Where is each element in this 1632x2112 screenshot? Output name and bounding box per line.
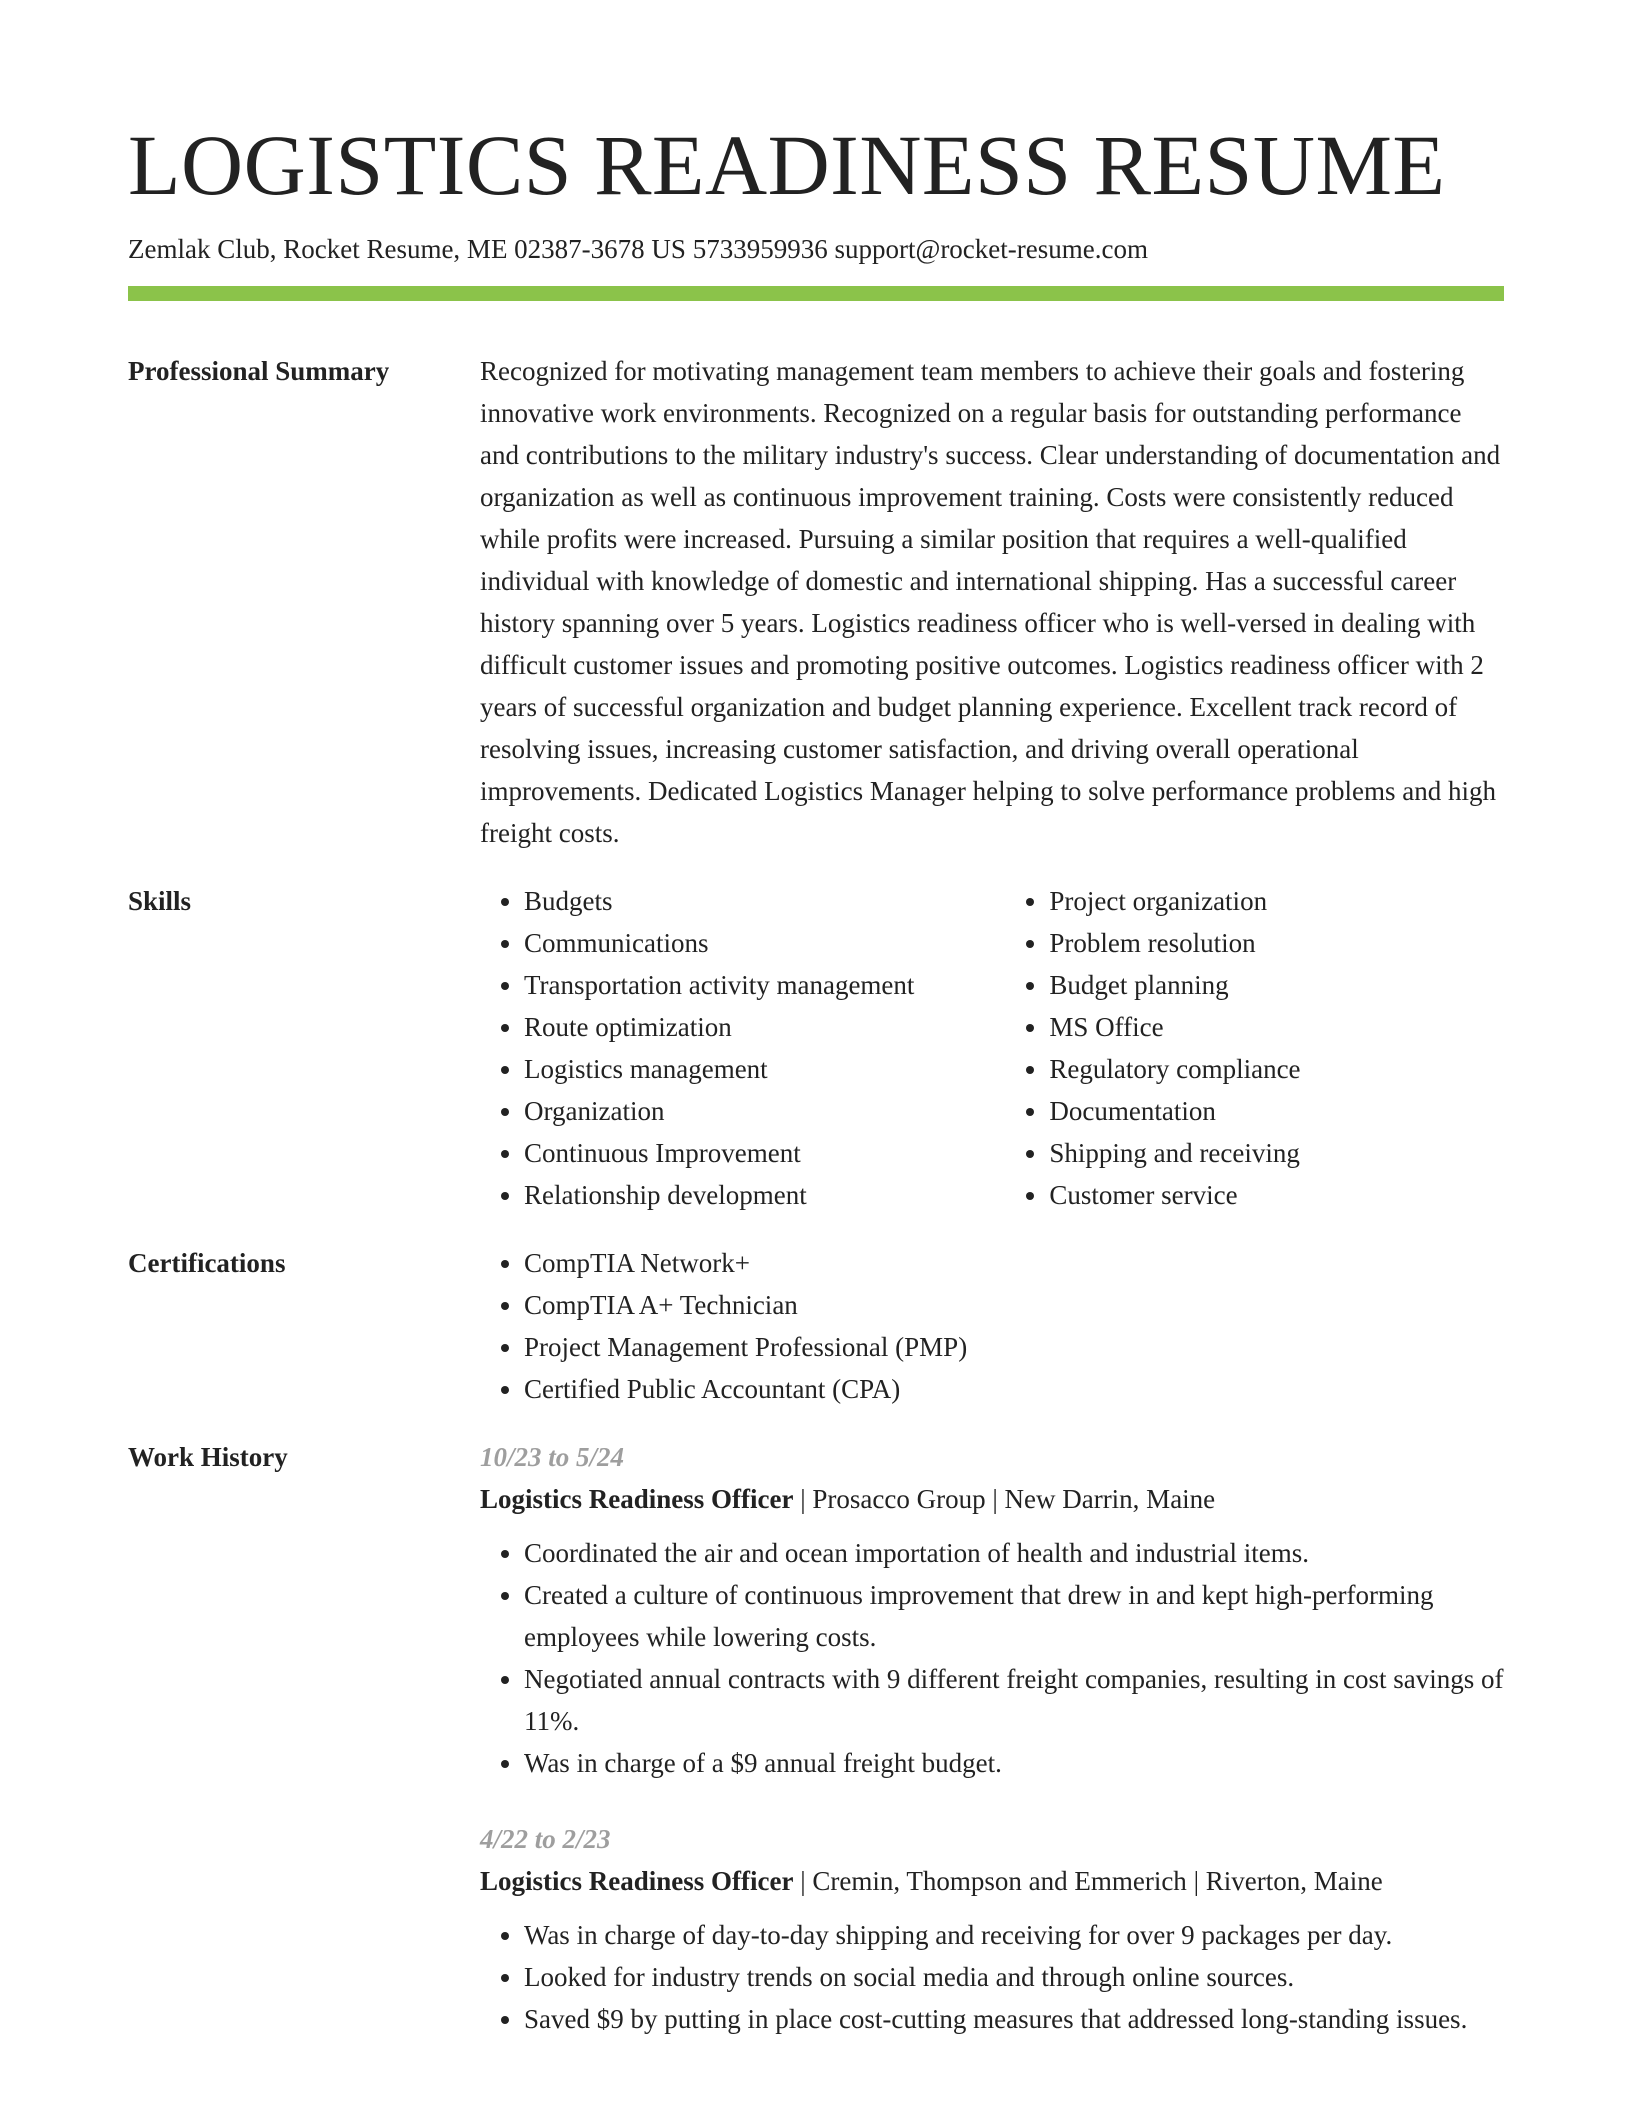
summary-text: Recognized for motivating management team members to achieve their goals and fostering innovative work environments. Recognized on a regular basis for outstanding performance and contributions to the military industry's success. Clear understanding of documentation and organization as well as continuous improvement training. Costs were consistently reduced while profits were increased. Pursuing a similar position that requires a well-qualified individual with knowledge of domestic and international shipping. Has a successful career history spanning over 5 years. Logistics readiness officer who is well-versed in dealing with difficult customer issues and promoting positive outcomes. Logistics readiness officer with 2 years of successful organization and budget planning experience. Excellent track record of resolving issues, increasing customer satisfaction, and driving overall operational improvements. Dedicated Logistics Manager helping to solve performance problems and high freight costs.: [480, 356, 1501, 848]
certification-item: • CompTIA Network+: [524, 1242, 1504, 1284]
job-company: Cremin, Thompson and Emmerich: [812, 1866, 1187, 1896]
skill-item: • Route optimization: [524, 1006, 1005, 1048]
work-history-body: [480, 1436, 1504, 2074]
job-separator: [793, 1866, 812, 1896]
resume-title: LOGISTICS READINESS RESUME: [128, 117, 1446, 213]
contact-phone: 5733959936: [692, 234, 828, 264]
section-heading: Skills: [128, 886, 192, 916]
skill-item: • Project organization: [1049, 880, 1504, 922]
certification-item: • Certified Public Accountant (CPA): [524, 1368, 1504, 1410]
summary-body: [480, 350, 1504, 854]
certification-item: • Project Management Professional (PMP): [524, 1326, 1504, 1368]
job-bullets: [480, 1532, 1504, 1784]
certification-item: • CompTIA A+ Technician: [524, 1284, 1504, 1326]
section-heading: Work History: [128, 1442, 288, 1472]
job-bullet: • Looked for industry trends on social media and through online sources.: [524, 1956, 1504, 1998]
skill-item: • Budgets: [524, 880, 1005, 922]
job-company: Prosacco Group: [812, 1484, 986, 1514]
skills-section: [128, 880, 1504, 1216]
skill-item: • Regulatory compliance: [1049, 1048, 1504, 1090]
job-dates: 10/23 to 5/24: [480, 1442, 625, 1472]
skill-item: • Continuous Improvement: [524, 1132, 1005, 1174]
skills-list-left: [480, 880, 1005, 1216]
skill-item: • Transportation activity management: [524, 964, 1005, 1006]
skills-list-right: [1005, 880, 1504, 1216]
job-bullet: • Negotiated annual contracts with 9 different freight companies, resulting in cost savings of 11%.: [524, 1658, 1504, 1742]
certifications-section: [128, 1242, 1504, 1410]
skills-body: [480, 880, 1504, 1216]
resume-sections: [128, 350, 1504, 2100]
job-bullets: [480, 1914, 1504, 2040]
section-heading: Professional Summary: [128, 356, 390, 386]
job-heading: [480, 1860, 1504, 1902]
job-separator: [1187, 1866, 1206, 1896]
job-separator: [793, 1484, 812, 1514]
job-location: Riverton, Maine: [1205, 1866, 1383, 1896]
skill-item: • Relationship development: [524, 1174, 1005, 1216]
contact-email: support@rocket-resume.com: [834, 234, 1148, 264]
job-bullet: • Coordinated the air and ocean importation of health and industrial items.: [524, 1532, 1504, 1574]
job-entry: [480, 1818, 1504, 2040]
summary-section: [128, 350, 1504, 854]
contact-line: [128, 232, 1148, 267]
skill-item: • Budget planning: [1049, 964, 1504, 1006]
job-bullet: • Was in charge of day-to-day shipping and receiving for over 9 packages per day.: [524, 1914, 1504, 1956]
skill-item: • Shipping and receiving: [1049, 1132, 1504, 1174]
job-separator: [986, 1484, 1005, 1514]
skill-item: • Communications: [524, 922, 1005, 964]
header-divider: [128, 286, 1504, 301]
skill-item: • Organization: [524, 1090, 1005, 1132]
job-bullet: • Created a culture of continuous improvement that drew in and kept high-performing employees while lowering costs.: [524, 1574, 1504, 1658]
job-bullet: • Was in charge of a $9 annual freight budget.: [524, 1742, 1504, 1784]
certifications-list: [480, 1242, 1504, 1410]
skill-item: • Documentation: [1049, 1090, 1504, 1132]
job-dates: 4/22 to 2/23: [480, 1824, 611, 1854]
skill-item: • Logistics management: [524, 1048, 1005, 1090]
job-location: New Darrin, Maine: [1004, 1484, 1216, 1514]
contact-address: Zemlak Club, Rocket Resume, ME 02387-3678 US: [128, 234, 686, 264]
skill-item: • Problem resolution: [1049, 922, 1504, 964]
skill-item: • MS Office: [1049, 1006, 1504, 1048]
job-title: Logistics Readiness Officer: [480, 1866, 794, 1896]
skills-grid: [480, 880, 1504, 1216]
section-heading: Certifications: [128, 1248, 286, 1278]
job-title: Logistics Readiness Officer: [480, 1484, 794, 1514]
job-entry: [480, 1436, 1504, 1784]
job-heading: [480, 1478, 1504, 1520]
certifications-body: [480, 1242, 1504, 1410]
skill-item: • Customer service: [1049, 1174, 1504, 1216]
job-bullet: • Saved $9 by putting in place cost-cutting measures that addressed long-standing issues.: [524, 1998, 1504, 2040]
work-history-section: [128, 1436, 1504, 2074]
